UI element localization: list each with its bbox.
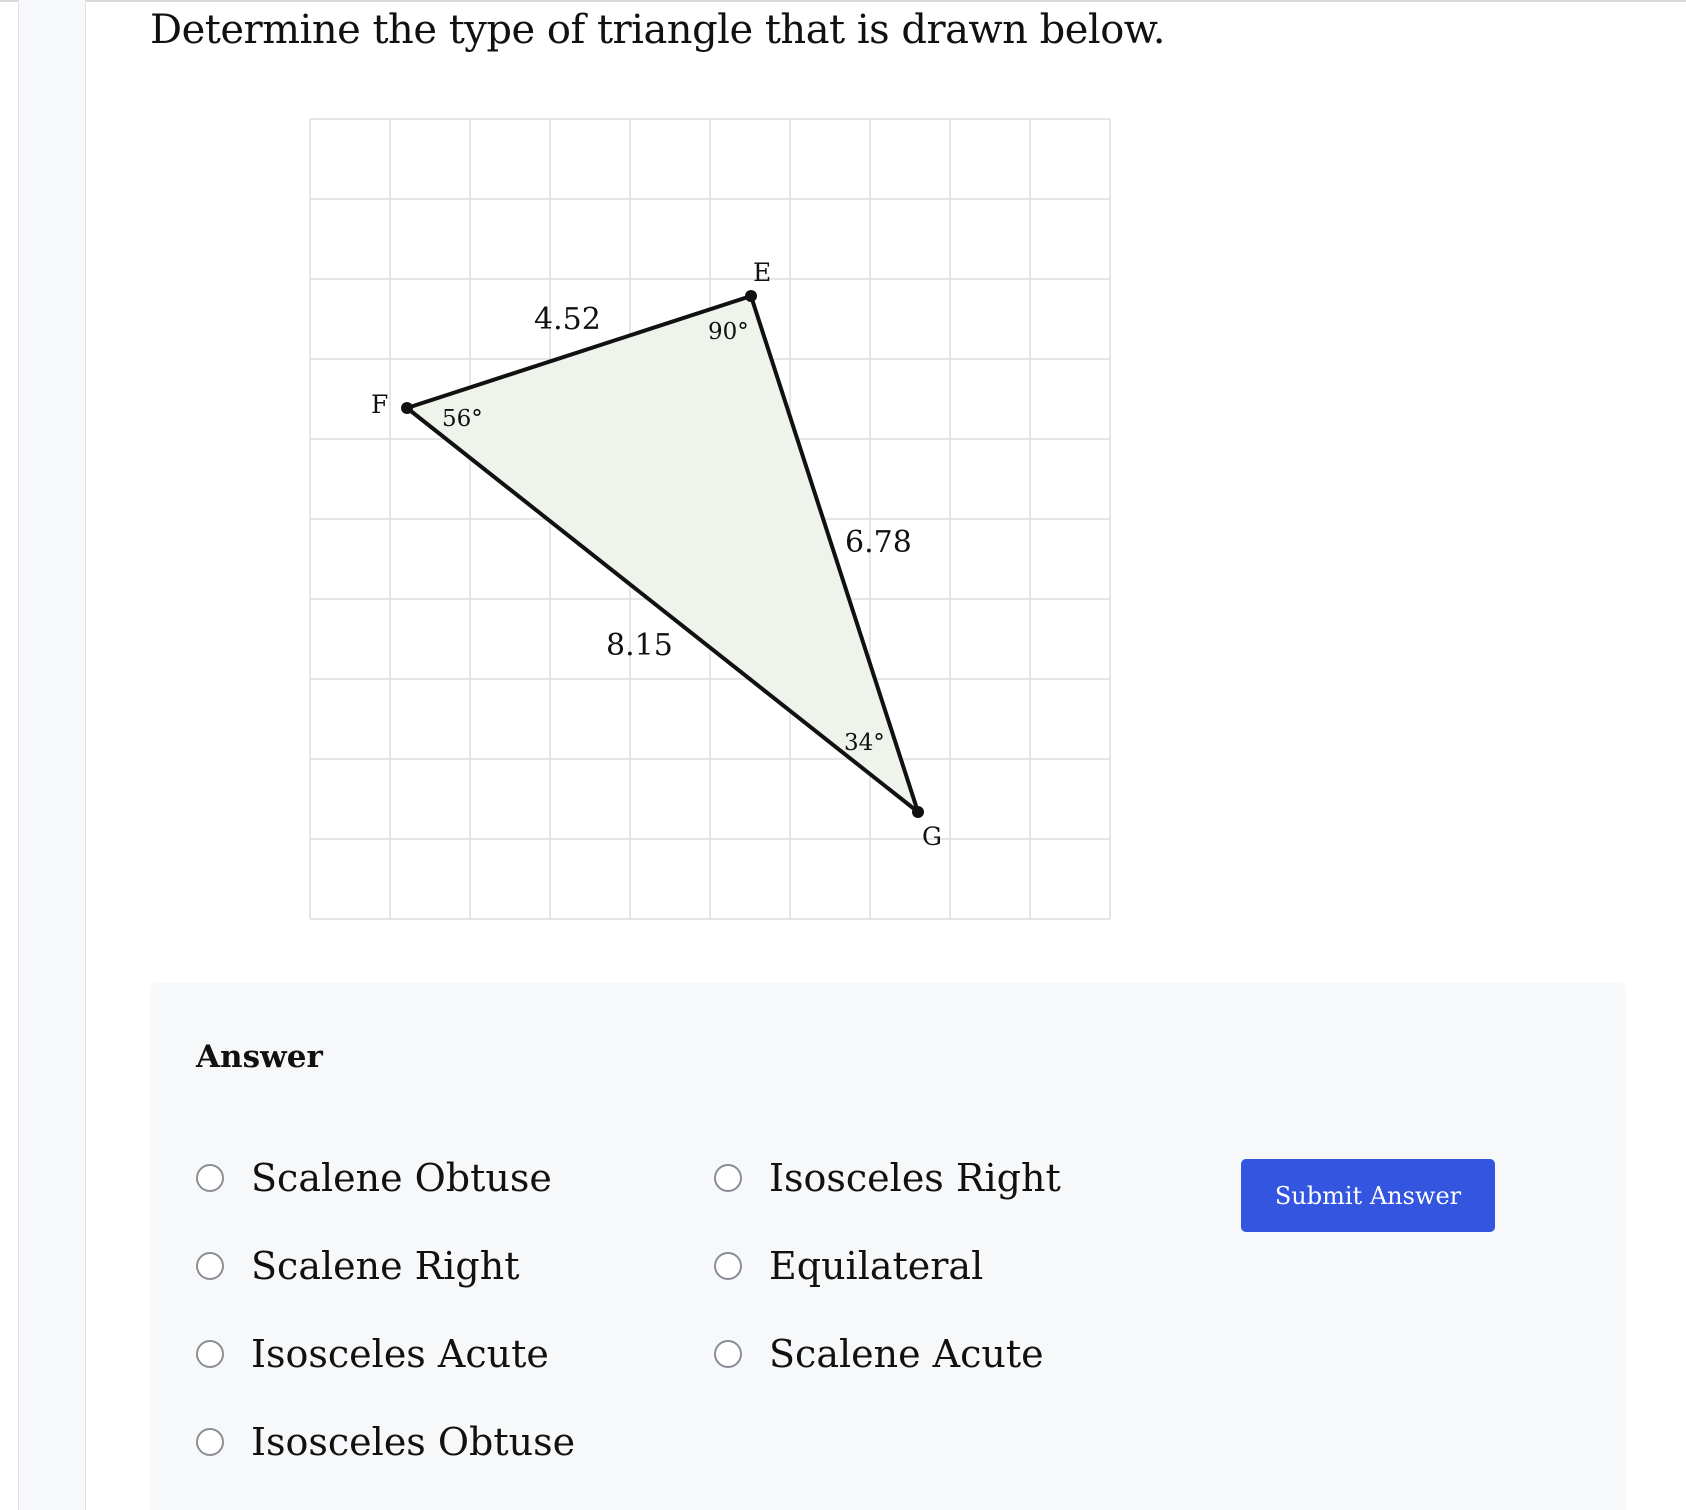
side-eg-length: 6.78 — [845, 525, 912, 560]
vertex-f-label: F — [371, 390, 389, 419]
option-label: Isosceles Acute — [251, 1332, 549, 1376]
triangle-shape — [407, 296, 918, 812]
option-label: Equilateral — [769, 1244, 984, 1288]
option-scalene-right[interactable] — [196, 1236, 520, 1296]
question-text: Determine the type of triangle that is drawn below. — [150, 7, 1166, 53]
option-label: Isosceles Right — [769, 1156, 1061, 1200]
radio-button[interactable] — [196, 1428, 224, 1456]
radio-button[interactable] — [196, 1164, 224, 1192]
vertex-e-label: E — [753, 258, 772, 287]
radio-button[interactable] — [714, 1164, 742, 1192]
radio-button[interactable] — [196, 1252, 224, 1280]
vertex-f-point — [401, 402, 413, 414]
triangle-diagram — [308, 118, 1111, 921]
vertex-e-point — [745, 290, 757, 302]
option-label: Scalene Right — [251, 1244, 520, 1288]
side-fe-length: 4.52 — [534, 302, 601, 337]
angle-g-label: 34° — [844, 730, 885, 756]
option-scalene-obtuse[interactable] — [196, 1148, 552, 1208]
side-fg-length: 8.15 — [606, 628, 673, 663]
option-label: Scalene Acute — [769, 1332, 1044, 1376]
radio-button[interactable] — [714, 1340, 742, 1368]
option-equilateral[interactable] — [714, 1236, 983, 1296]
vertex-g-label: G — [922, 822, 942, 851]
angle-f-label: 56° — [442, 406, 483, 432]
answer-panel — [150, 983, 1626, 1510]
left-gutter — [18, 0, 86, 1510]
option-isosceles-obtuse[interactable] — [196, 1412, 575, 1472]
option-label: Scalene Obtuse — [251, 1156, 552, 1200]
triangle-figure — [308, 118, 1111, 921]
option-isosceles-acute[interactable] — [196, 1324, 549, 1384]
answer-heading: Answer — [196, 1039, 323, 1075]
vertex-g-point — [912, 806, 924, 818]
option-isosceles-right[interactable] — [714, 1148, 1061, 1208]
submit-answer-button[interactable]: Submit Answer — [1241, 1159, 1495, 1232]
radio-button[interactable] — [196, 1340, 224, 1368]
option-scalene-acute[interactable] — [714, 1324, 1044, 1384]
option-label: Isosceles Obtuse — [251, 1420, 576, 1464]
radio-button[interactable] — [714, 1252, 742, 1280]
angle-e-label: 90° — [708, 319, 749, 345]
